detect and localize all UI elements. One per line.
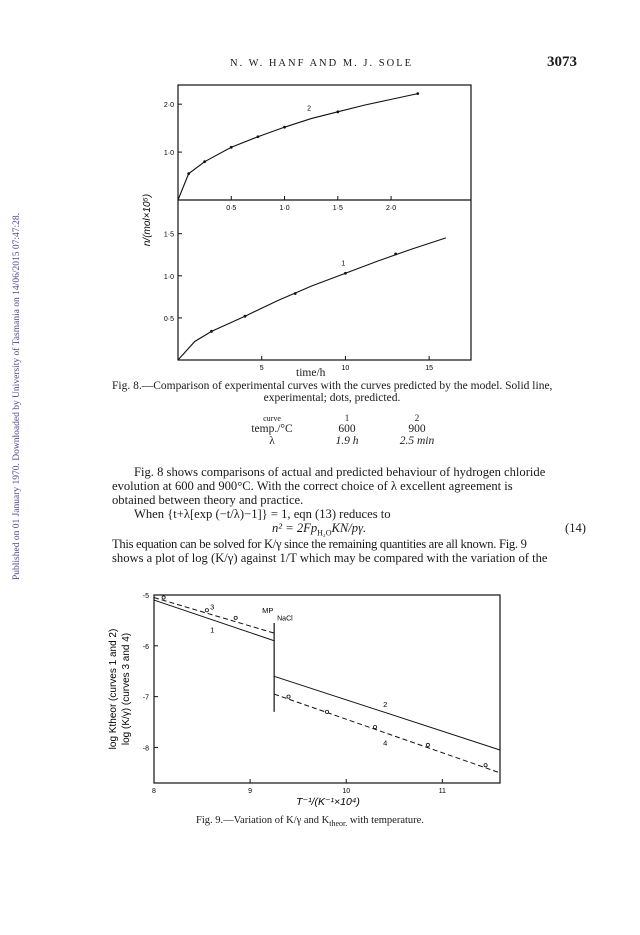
fig8-caption bbox=[112, 380, 582, 404]
paragraph-line: Fig. 8 shows comparisons of actual and predicted behaviour of hydrogen chloride bbox=[134, 465, 546, 479]
fig9-caption-sub: theor. bbox=[329, 819, 348, 829]
x-tick-label: 0·5 bbox=[226, 205, 237, 212]
series-4-point bbox=[484, 764, 487, 767]
predicted-dot bbox=[203, 160, 206, 163]
predicted-dot bbox=[336, 110, 339, 113]
fig8-frame bbox=[178, 85, 471, 360]
y-tick-label: 1·5 bbox=[163, 231, 174, 239]
table-cell: 2.5 min bbox=[399, 435, 435, 447]
melting-point-label: MP bbox=[262, 605, 274, 615]
table-header: curve bbox=[263, 413, 281, 423]
fig9-x-axis-label: T⁻¹/(K⁻¹×10⁴) bbox=[296, 796, 360, 808]
y-tick-label: 1·0 bbox=[163, 150, 174, 158]
table-row bbox=[232, 435, 452, 447]
table-cell: temp./°C bbox=[251, 423, 293, 435]
fig9-y-label-1: log Ktheor (curves 1 and 2) bbox=[108, 628, 119, 750]
series-4-point bbox=[426, 743, 429, 746]
predicted-dot bbox=[294, 292, 297, 295]
fig8-x-axis-label: time/h bbox=[296, 367, 326, 379]
fig8-caption-line-2: experimental; dots, predicted. bbox=[263, 392, 401, 404]
paragraph-line: This equation can be solved for K/γ since the remaining quantities are all known. Fig. 9 bbox=[112, 537, 527, 551]
series-3-label: 3 bbox=[210, 602, 215, 612]
series-4-point bbox=[287, 695, 290, 698]
x-tick-label: 10 bbox=[342, 788, 351, 795]
predicted-dot bbox=[187, 172, 190, 175]
series-1-label: 1 bbox=[341, 260, 346, 268]
nacl-label: NaCl bbox=[277, 615, 293, 623]
fig9-y-label-2: log (K/γ) (curves 3 and 4) bbox=[121, 632, 132, 746]
predicted-dot bbox=[257, 135, 260, 138]
x-tick-label: 8 bbox=[152, 788, 156, 795]
y-tick-label: 2·0 bbox=[163, 102, 174, 110]
series-1-line bbox=[178, 238, 446, 360]
side-download-note: Published on 01 January 1970. Downloaded by University of Tasmania on 14/06/2015 07:47:28. bbox=[12, 213, 22, 580]
equation-14 bbox=[112, 521, 586, 537]
series-3-point bbox=[234, 616, 237, 619]
equation-main: n² = 2Fp bbox=[272, 521, 318, 535]
y-tick-label: -6 bbox=[142, 643, 149, 651]
x-tick-label: 1·5 bbox=[332, 205, 343, 212]
predicted-dot bbox=[283, 126, 286, 129]
fig9-caption-tail: with temperature. bbox=[347, 815, 424, 826]
equation-number: (14) bbox=[565, 521, 586, 535]
paragraph-line: obtained between theory and practice. bbox=[112, 493, 304, 507]
equation-subscript: H₂O bbox=[317, 528, 332, 538]
series-3-point bbox=[205, 609, 208, 612]
predicted-dot bbox=[416, 92, 419, 95]
fig9-caption bbox=[196, 815, 424, 828]
fig8-y-axis-label: n/(mol×10⁵) bbox=[142, 193, 153, 247]
series-2-label: 2 bbox=[307, 105, 312, 113]
series-3-point bbox=[162, 596, 165, 599]
table-header: 2 bbox=[414, 413, 420, 423]
x-tick-label: 11 bbox=[438, 788, 446, 795]
series-4-point bbox=[325, 710, 328, 713]
fig8-upper-panel bbox=[164, 92, 471, 212]
fig9-caption-main: Fig. 9.—Variation of K/γ and K bbox=[196, 815, 330, 826]
table-row bbox=[232, 423, 452, 435]
fig9-plot-area bbox=[143, 593, 500, 795]
y-tick-label: -7 bbox=[142, 694, 149, 702]
fig8-lower-panel bbox=[164, 232, 446, 370]
fig8-caption-line-1: Fig. 8.—Comparison of experimental curves with the curves predicted by the model. Solid line, bbox=[112, 380, 553, 392]
y-tick-label: 0·5 bbox=[163, 315, 174, 323]
series-4-point bbox=[373, 726, 376, 729]
table-cell: λ bbox=[269, 435, 275, 447]
predicted-dot bbox=[210, 330, 213, 333]
paragraph-line: shows a plot of log (K/γ) against 1/T which may be compared with the variation of the bbox=[112, 551, 548, 565]
series-2-line bbox=[178, 94, 418, 200]
y-tick-label: -8 bbox=[142, 745, 149, 753]
table-header: 1 bbox=[344, 413, 350, 423]
x-tick-label: 2·0 bbox=[386, 205, 397, 212]
predicted-dot bbox=[244, 315, 247, 318]
table-cell: 600 bbox=[338, 423, 356, 435]
figure-9 bbox=[100, 585, 510, 810]
x-tick-label: 9 bbox=[248, 788, 253, 795]
paragraph-line: When {t+λ[exp (−t/λ)−1]} = 1, eqn (13) reduces to bbox=[134, 507, 391, 521]
y-tick-label: -5 bbox=[142, 593, 149, 600]
predicted-dot bbox=[344, 272, 347, 275]
table-cell: 1.9 h bbox=[335, 435, 359, 447]
y-tick-label: 1·0 bbox=[163, 273, 174, 281]
page-number: 3073 bbox=[547, 54, 577, 70]
equation-tail: KN/pγ. bbox=[331, 521, 367, 535]
running-header: N. W. HANF AND M. J. SOLE bbox=[230, 58, 414, 69]
predicted-dot bbox=[230, 146, 233, 149]
fig8-parameter-table bbox=[232, 413, 452, 447]
x-tick-label: 1·0 bbox=[279, 205, 290, 212]
series-4-label: 4 bbox=[383, 738, 388, 748]
body-text bbox=[112, 465, 586, 565]
x-tick-label: 10 bbox=[341, 365, 350, 370]
predicted-dot bbox=[394, 252, 397, 255]
paragraph-line: evolution at 600 and 900°C. With the correct choice of λ excellent agreement is bbox=[112, 479, 513, 493]
series-1-label: 1 bbox=[210, 625, 215, 635]
table-cell: 900 bbox=[408, 423, 426, 435]
figure-8 bbox=[130, 80, 480, 370]
x-tick-label: 5 bbox=[259, 365, 264, 370]
series-2-label: 2 bbox=[383, 700, 388, 710]
x-tick-label: 15 bbox=[425, 365, 434, 370]
